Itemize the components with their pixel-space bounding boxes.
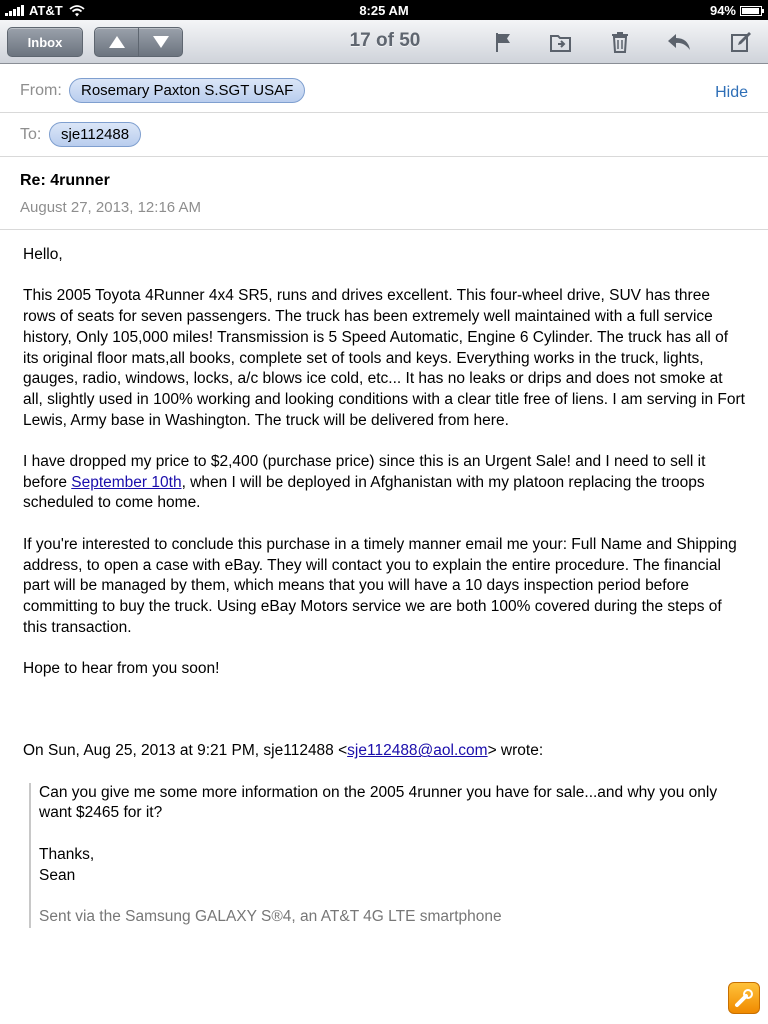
from-label: From:: [20, 82, 62, 99]
wrench-icon: [733, 987, 755, 1009]
message-subject: Re: 4runner: [20, 172, 110, 189]
reply-button[interactable]: [666, 29, 692, 55]
to-row: [0, 113, 768, 157]
quote-attribution: [23, 741, 745, 762]
quote-attribution-end: > wrote:: [487, 742, 544, 760]
next-message-button[interactable]: [138, 28, 182, 56]
recipient-pill[interactable]: sje112488: [49, 122, 141, 147]
message-date: August 27, 2013, 12:16 AM: [20, 199, 201, 216]
hide-details-link[interactable]: Hide: [715, 84, 748, 101]
quoted-name: Sean: [39, 866, 76, 884]
trash-icon: [610, 31, 630, 53]
quoted-signature: Sent via the Samsung GALAXY S®4, an AT&T 4G LTE smartphone: [39, 908, 502, 926]
mail-toolbar: [0, 20, 768, 64]
message-nav-group: [94, 27, 183, 57]
quoted-thanks: Thanks,: [39, 845, 95, 863]
carrier-name: AT&T: [29, 3, 63, 18]
body-paragraph-1: This 2005 Toyota 4Runner 4x4 SR5, runs and drives excellent. This four-wheel drive, SUV has three rows of seats for seven passengers. The truck has been extremely well maintained with a full service history, Only 105,000 miles! Transmission is 5 Speed Automatic, Engine 6 Cylinder. The truck has all of its original floor mats,all books, complete set of tools and keys. Everything works in the truck, lights, gauges, radio, windows, locks, a/c blows ice cold, etc... It has no leaks or drips and does not smoke at all, slightly used in 100% working and looking conditions with a clear title free of liens. I am serving in Fort Lewis, Army base in Washington. The truck will be delivered from here.: [23, 287, 745, 429]
status-time: 8:25 AM: [359, 3, 409, 18]
quoted-text: Can you give me some more information on the 2005 4runner you have for sale...and why you only want $2465 for it?: [39, 783, 718, 822]
message-counter: 17 of 50: [349, 30, 421, 51]
paragraph-2-end: , when I will be deployed in Afghanistan with my platoon replacing the troops scheduled to come home.: [23, 473, 705, 512]
body-paragraph-3: If you're interested to conclude this purchase in a timely manner email me your: Full Name and Shipping address, to open a case with eBay. They will contact you to explain the entire procedure. The financial part will be managed by them, which means that you will have a 10 days inspection period before committing to buy the truck. Using eBay Motors service we are both 100% covered during the steps of this transaction.: [23, 535, 737, 636]
folder-move-icon: [549, 31, 573, 53]
inbox-button[interactable]: Inbox: [7, 27, 83, 57]
sender-email-link[interactable]: sje112488@aol.com: [347, 742, 488, 760]
battery-icon: [740, 6, 762, 16]
arrow-up-icon: [108, 35, 126, 49]
quote-attribution-start: On Sun, Aug 25, 2013 at 9:21 PM, sje112488 <: [23, 742, 348, 760]
status-bar: [0, 0, 768, 20]
compose-button[interactable]: [728, 29, 754, 55]
sender-pill[interactable]: Rosemary Paxton S.SGT USAF: [69, 78, 305, 103]
from-row: [0, 66, 768, 113]
flag-button[interactable]: [490, 29, 516, 55]
subject-row: [0, 157, 768, 230]
quoted-message: [29, 783, 745, 928]
status-right: [710, 3, 762, 18]
battery-percent: 94%: [709, 3, 736, 18]
arrow-down-icon: [152, 35, 170, 49]
to-label: To:: [20, 126, 42, 143]
message-body: [23, 245, 745, 928]
compose-icon: [730, 31, 752, 53]
move-to-folder-button[interactable]: [548, 29, 574, 55]
paragraph-2-start: I have dropped my price to $2,400 (purchase price) since this is an Urgent Sale! and I need to sell it before: [23, 453, 706, 491]
greeting: Hello,: [23, 246, 63, 263]
reply-icon: [666, 31, 692, 53]
previous-message-button[interactable]: [95, 28, 138, 56]
app-shortcut-icon[interactable]: [728, 982, 760, 1014]
date-link[interactable]: September 10th: [71, 473, 182, 491]
trash-button[interactable]: [607, 29, 633, 55]
closing-line: Hope to hear from you soon!: [23, 660, 220, 677]
body-paragraph-2: [23, 452, 745, 514]
body-spacer: [23, 700, 745, 741]
flag-icon: [493, 31, 513, 53]
